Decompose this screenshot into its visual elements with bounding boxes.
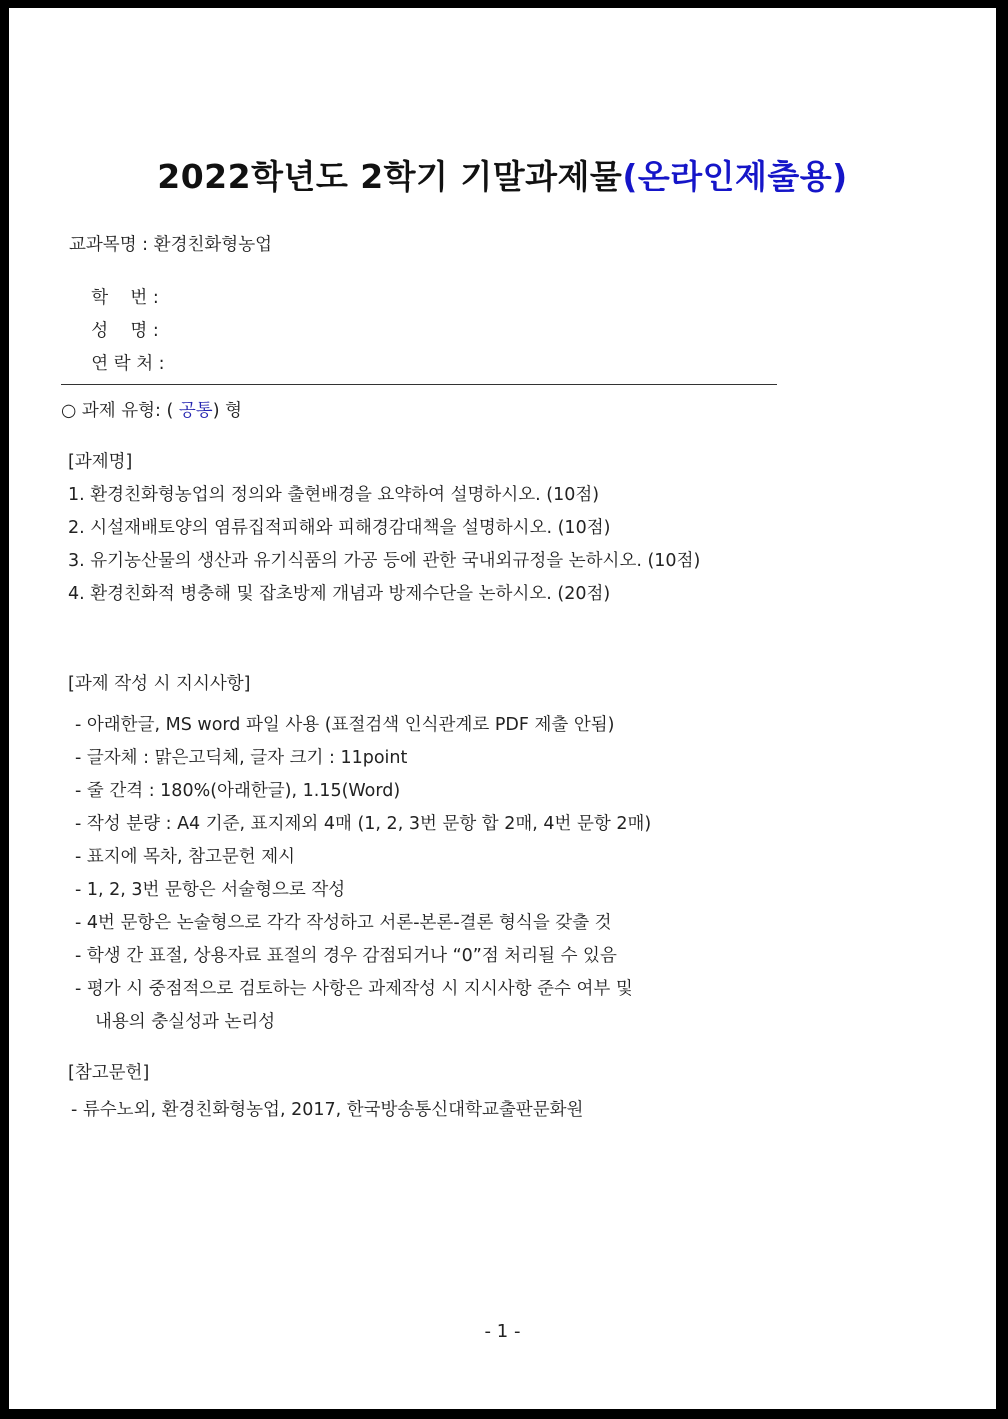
instruction-item: - 학생 간 표절, 상용자료 표절의 경우 감점되거나 “0”점 처리될 수 있음 [75,946,617,966]
instruction-item: - 평가 시 중점적으로 검토하는 사항은 과제작성 시 지시사항 준수 여부 및 [75,979,633,999]
page-number: - 1 - [484,1321,521,1342]
title-accent: (온라인제출용) [622,157,848,196]
assignment-type-suffix: ) 형 [212,401,242,421]
instruction-item: - 4번 문항은 논술형으로 각각 작성하고 서론-본론-결론 형식을 갖출 것 [75,913,612,933]
instruction-item: - 1, 2, 3번 문항은 서술형으로 작성 [75,880,346,900]
student-id-label: 학 번 : [91,288,159,308]
instruction-item: - 아래한글, MS word 파일 사용 (표절검색 인식관계로 PDF 제출 안됨) [75,715,615,735]
course-row [69,231,272,256]
assignment-type-prefix: ○ 과제 유형: ( [61,401,179,421]
course-label: 교과목명 : [69,235,149,255]
task-item: 2. 시설재배토양의 염류집적피해와 피해경감대책을 설명하시오. (10점) [68,518,611,538]
name-label: 성 명 : [91,321,159,341]
contact-label: 연 락 처 : [91,354,165,374]
tasks-heading: [과제명] [68,452,133,472]
contact-row [69,330,165,395]
course-value: 환경친화형농업 [153,235,273,255]
assignment-type [61,397,242,422]
document-page [9,8,996,1409]
instruction-item: - 줄 간격 : 180%(아래한글), 1.15(Word) [75,781,401,801]
title-main: 2022학년도 2학기 기말과제물 [157,157,623,196]
task-item: 3. 유기농산물의 생산과 유기식품의 가공 등에 관한 국내외규정을 논하시오. (10점) [68,551,701,571]
instruction-item: - 작성 분량 : A4 기준, 표지제외 4매 (1, 2, 3번 문항 합 2매, 4번 문항 2매) [75,814,652,834]
instructions-heading: [과제 작성 시 지시사항] [68,674,251,694]
task-item: 1. 환경친화형농업의 정의와 출현배경을 요약하여 설명하시오. (10점) [68,485,600,505]
references-heading: [참고문헌] [68,1063,150,1083]
task-item: 4. 환경친화적 병충해 및 잡초방제 개념과 방제수단을 논하시오. (20점) [68,584,611,604]
reference-item: - 류수노외, 환경친화형농업, 2017, 한국방송통신대학교출판문화원 [71,1100,584,1120]
instruction-item-continuation: 내용의 충실성과 논리성 [95,1012,276,1032]
instruction-item: - 글자체 : 맑은고딕체, 글자 크기 : 11point [75,748,408,768]
assignment-type-value: 공통 [178,401,213,421]
page-title [9,151,996,198]
divider-line [61,384,777,385]
instruction-item: - 표지에 목차, 참고문헌 제시 [75,847,296,867]
